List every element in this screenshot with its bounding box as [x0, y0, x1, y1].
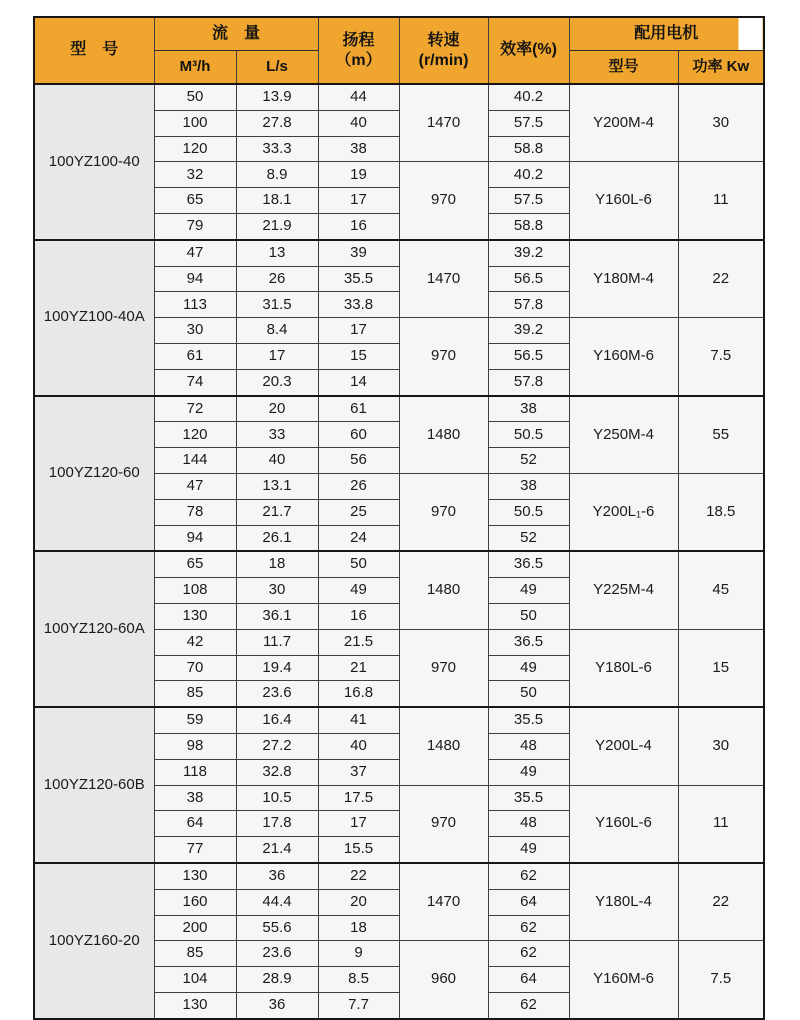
col-header-model: 型 号	[34, 17, 154, 84]
motor-model-cell: Y225M-4	[569, 551, 678, 629]
table-row	[34, 84, 764, 110]
flow-m3h-cell: 61	[154, 343, 236, 369]
efficiency-cell: 57.8	[488, 369, 569, 395]
flow-ls-cell: 11.7	[236, 629, 318, 655]
flow-ls-cell: 16.4	[236, 707, 318, 733]
head-cell: 14	[318, 369, 399, 395]
motor-model-cell: Y200L-4	[569, 707, 678, 785]
flow-m3h-cell: 38	[154, 785, 236, 811]
efficiency-cell: 36.5	[488, 629, 569, 655]
flow-m3h-cell: 77	[154, 837, 236, 863]
efficiency-cell: 62	[488, 915, 569, 941]
flow-ls-cell: 36.1	[236, 603, 318, 629]
flow-ls-cell: 32.8	[236, 759, 318, 785]
efficiency-cell: 62	[488, 941, 569, 967]
head-cell: 8.5	[318, 967, 399, 993]
flow-ls-cell: 30	[236, 578, 318, 604]
table-row	[34, 551, 764, 577]
speed-cell: 1470	[399, 863, 488, 941]
head-cell: 37	[318, 759, 399, 785]
efficiency-cell: 57.5	[488, 110, 569, 136]
col-header-motor: 配用电机	[569, 17, 764, 51]
head-cell: 16.8	[318, 681, 399, 707]
head-cell: 39	[318, 240, 399, 266]
flow-m3h-cell: 120	[154, 422, 236, 448]
head-cell: 15	[318, 343, 399, 369]
flow-m3h-cell: 59	[154, 707, 236, 733]
power-cell: 22	[678, 863, 764, 941]
flow-ls-cell: 31.5	[236, 292, 318, 318]
head-cell: 22	[318, 863, 399, 889]
model-cell: 100YZ100-40A	[34, 240, 154, 396]
col-header-flow-m3h: M³/h	[154, 51, 236, 85]
flow-m3h-cell: 70	[154, 655, 236, 681]
flow-ls-cell: 36	[236, 992, 318, 1018]
head-cell: 16	[318, 213, 399, 239]
flow-ls-cell: 26	[236, 266, 318, 292]
power-cell: 11	[678, 162, 764, 240]
head-cell: 50	[318, 551, 399, 577]
efficiency-cell: 49	[488, 837, 569, 863]
flow-m3h-cell: 130	[154, 863, 236, 889]
flow-ls-cell: 10.5	[236, 785, 318, 811]
flow-ls-cell: 17	[236, 343, 318, 369]
table-row	[34, 863, 764, 889]
efficiency-cell: 52	[488, 448, 569, 474]
flow-m3h-cell: 65	[154, 551, 236, 577]
head-cell: 16	[318, 603, 399, 629]
efficiency-cell: 39.2	[488, 240, 569, 266]
efficiency-cell: 50.5	[488, 422, 569, 448]
power-cell: 30	[678, 84, 764, 162]
head-cell: 60	[318, 422, 399, 448]
power-cell: 30	[678, 707, 764, 785]
flow-ls-cell: 36	[236, 863, 318, 889]
model-cell: 100YZ120-60A	[34, 551, 154, 707]
motor-model-cell: Y180M-4	[569, 240, 678, 318]
motor-model-cell: Y200L₁-6	[569, 473, 678, 551]
flow-ls-cell: 23.6	[236, 941, 318, 967]
flow-m3h-cell: 85	[154, 681, 236, 707]
efficiency-cell: 50	[488, 681, 569, 707]
flow-m3h-cell: 50	[154, 84, 236, 110]
flow-m3h-cell: 47	[154, 473, 236, 499]
pump-spec-table	[33, 16, 765, 1020]
table-row	[34, 240, 764, 266]
flow-m3h-cell: 74	[154, 369, 236, 395]
power-cell: 11	[678, 785, 764, 863]
head-cell: 56	[318, 448, 399, 474]
speed-cell: 1480	[399, 551, 488, 629]
flow-ls-cell: 27.2	[236, 733, 318, 759]
flow-m3h-cell: 120	[154, 136, 236, 162]
efficiency-cell: 36.5	[488, 551, 569, 577]
speed-cell: 1480	[399, 707, 488, 785]
speed-cell: 970	[399, 629, 488, 707]
motor-model-cell: Y200M-4	[569, 84, 678, 162]
flow-ls-cell: 13	[236, 240, 318, 266]
efficiency-cell: 50	[488, 603, 569, 629]
flow-ls-cell: 18	[236, 551, 318, 577]
head-cell: 40	[318, 733, 399, 759]
flow-ls-cell: 8.9	[236, 162, 318, 188]
flow-m3h-cell: 130	[154, 603, 236, 629]
flow-m3h-cell: 94	[154, 266, 236, 292]
speed-cell: 1470	[399, 240, 488, 318]
head-cell: 35.5	[318, 266, 399, 292]
flow-m3h-cell: 130	[154, 992, 236, 1018]
flow-m3h-cell: 32	[154, 162, 236, 188]
head-cell: 21	[318, 655, 399, 681]
efficiency-cell: 57.5	[488, 188, 569, 214]
head-cell: 17	[318, 188, 399, 214]
flow-m3h-cell: 118	[154, 759, 236, 785]
power-cell: 22	[678, 240, 764, 318]
efficiency-cell: 35.5	[488, 707, 569, 733]
flow-ls-cell: 26.1	[236, 525, 318, 551]
motor-model-cell: Y180L-6	[569, 629, 678, 707]
flow-ls-cell: 17.8	[236, 811, 318, 837]
flow-m3h-cell: 30	[154, 318, 236, 344]
flow-m3h-cell: 78	[154, 499, 236, 525]
efficiency-cell: 38	[488, 396, 569, 422]
speed-cell: 1480	[399, 396, 488, 474]
efficiency-cell: 40.2	[488, 84, 569, 110]
speed-unit-line2: (r/min)	[418, 51, 469, 69]
flow-m3h-cell: 47	[154, 240, 236, 266]
flow-ls-cell: 40	[236, 448, 318, 474]
table-header	[34, 17, 764, 84]
head-cell: 61	[318, 396, 399, 422]
head-cell: 21.5	[318, 629, 399, 655]
head-cell: 38	[318, 136, 399, 162]
flow-ls-cell: 33.3	[236, 136, 318, 162]
flow-ls-cell: 55.6	[236, 915, 318, 941]
flow-m3h-cell: 113	[154, 292, 236, 318]
head-unit-line1: 扬程	[342, 32, 375, 50]
flow-ls-cell: 21.9	[236, 213, 318, 239]
flow-m3h-cell: 160	[154, 889, 236, 915]
head-cell: 26	[318, 473, 399, 499]
flow-m3h-cell: 42	[154, 629, 236, 655]
head-cell: 20	[318, 889, 399, 915]
model-cell: 100YZ120-60B	[34, 707, 154, 863]
flow-m3h-cell: 94	[154, 525, 236, 551]
flow-ls-cell: 21.4	[236, 837, 318, 863]
power-cell: 15	[678, 629, 764, 707]
model-cell: 100YZ160-20	[34, 863, 154, 1019]
efficiency-cell: 57.8	[488, 292, 569, 318]
flow-m3h-cell: 85	[154, 941, 236, 967]
motor-model-cell: Y160L-6	[569, 162, 678, 240]
efficiency-cell: 50.5	[488, 499, 569, 525]
efficiency-cell: 40.2	[488, 162, 569, 188]
power-cell: 45	[678, 551, 764, 629]
efficiency-cell: 58.8	[488, 213, 569, 239]
flow-m3h-cell: 200	[154, 915, 236, 941]
speed-cell: 970	[399, 785, 488, 863]
flow-ls-cell: 28.9	[236, 967, 318, 993]
efficiency-cell: 62	[488, 863, 569, 889]
speed-cell: 970	[399, 318, 488, 396]
motor-model-cell: Y160M-6	[569, 941, 678, 1019]
power-cell: 18.5	[678, 473, 764, 551]
spec-table-body	[34, 84, 764, 1019]
efficiency-cell: 38	[488, 473, 569, 499]
head-cell: 9	[318, 941, 399, 967]
flow-ls-cell: 19.4	[236, 655, 318, 681]
power-cell: 55	[678, 396, 764, 474]
efficiency-cell: 56.5	[488, 266, 569, 292]
flow-ls-cell: 33	[236, 422, 318, 448]
flow-m3h-cell: 79	[154, 213, 236, 239]
flow-ls-cell: 44.4	[236, 889, 318, 915]
model-cell: 100YZ100-40	[34, 84, 154, 240]
efficiency-cell: 39.2	[488, 318, 569, 344]
head-cell: 17	[318, 318, 399, 344]
motor-model-cell: Y180L-4	[569, 863, 678, 941]
speed-cell: 970	[399, 473, 488, 551]
table-row	[34, 707, 764, 733]
motor-model-cell: Y160M-6	[569, 318, 678, 396]
head-cell: 15.5	[318, 837, 399, 863]
head-unit-line2: （m）	[335, 51, 382, 69]
efficiency-cell: 35.5	[488, 785, 569, 811]
head-cell: 33.8	[318, 292, 399, 318]
flow-ls-cell: 8.4	[236, 318, 318, 344]
flow-ls-cell: 20	[236, 396, 318, 422]
efficiency-cell: 56.5	[488, 343, 569, 369]
head-cell: 17	[318, 811, 399, 837]
efficiency-cell: 64	[488, 889, 569, 915]
head-cell: 49	[318, 578, 399, 604]
flow-m3h-cell: 144	[154, 448, 236, 474]
flow-m3h-cell: 98	[154, 733, 236, 759]
head-cell: 24	[318, 525, 399, 551]
flow-ls-cell: 23.6	[236, 681, 318, 707]
efficiency-cell: 48	[488, 733, 569, 759]
col-header-head	[318, 17, 399, 84]
flow-m3h-cell: 108	[154, 578, 236, 604]
head-cell: 40	[318, 110, 399, 136]
flow-m3h-cell: 100	[154, 110, 236, 136]
efficiency-cell: 49	[488, 578, 569, 604]
col-header-motor-power: 功率 Kw	[678, 51, 764, 85]
col-header-speed	[399, 17, 488, 84]
flow-ls-cell: 21.7	[236, 499, 318, 525]
speed-unit-line1: 转速	[427, 32, 460, 50]
motor-model-cell: Y250M-4	[569, 396, 678, 474]
head-cell: 41	[318, 707, 399, 733]
efficiency-cell: 49	[488, 759, 569, 785]
flow-ls-cell: 13.1	[236, 473, 318, 499]
col-header-flow-ls: L/s	[236, 51, 318, 85]
power-cell: 7.5	[678, 941, 764, 1019]
efficiency-cell: 62	[488, 992, 569, 1018]
col-header-motor-model: 型号	[569, 51, 678, 85]
flow-m3h-cell: 72	[154, 396, 236, 422]
efficiency-cell: 64	[488, 967, 569, 993]
table-row	[34, 396, 764, 422]
head-cell: 18	[318, 915, 399, 941]
col-header-flow: 流 量	[154, 17, 318, 51]
efficiency-cell: 48	[488, 811, 569, 837]
head-cell: 7.7	[318, 992, 399, 1018]
flow-m3h-cell: 65	[154, 188, 236, 214]
efficiency-cell: 49	[488, 655, 569, 681]
flow-m3h-cell: 104	[154, 967, 236, 993]
col-header-efficiency: 效率(%)	[488, 17, 569, 84]
flow-ls-cell: 13.9	[236, 84, 318, 110]
flow-ls-cell: 20.3	[236, 369, 318, 395]
head-cell: 19	[318, 162, 399, 188]
head-cell: 44	[318, 84, 399, 110]
motor-model-cell: Y160L-6	[569, 785, 678, 863]
flow-m3h-cell: 64	[154, 811, 236, 837]
model-cell: 100YZ120-60	[34, 396, 154, 552]
power-cell: 7.5	[678, 318, 764, 396]
speed-cell: 970	[399, 162, 488, 240]
head-cell: 25	[318, 499, 399, 525]
flow-ls-cell: 18.1	[236, 188, 318, 214]
speed-cell: 960	[399, 941, 488, 1019]
flow-ls-cell: 27.8	[236, 110, 318, 136]
efficiency-cell: 58.8	[488, 136, 569, 162]
efficiency-cell: 52	[488, 525, 569, 551]
speed-cell: 1470	[399, 84, 488, 162]
head-cell: 17.5	[318, 785, 399, 811]
